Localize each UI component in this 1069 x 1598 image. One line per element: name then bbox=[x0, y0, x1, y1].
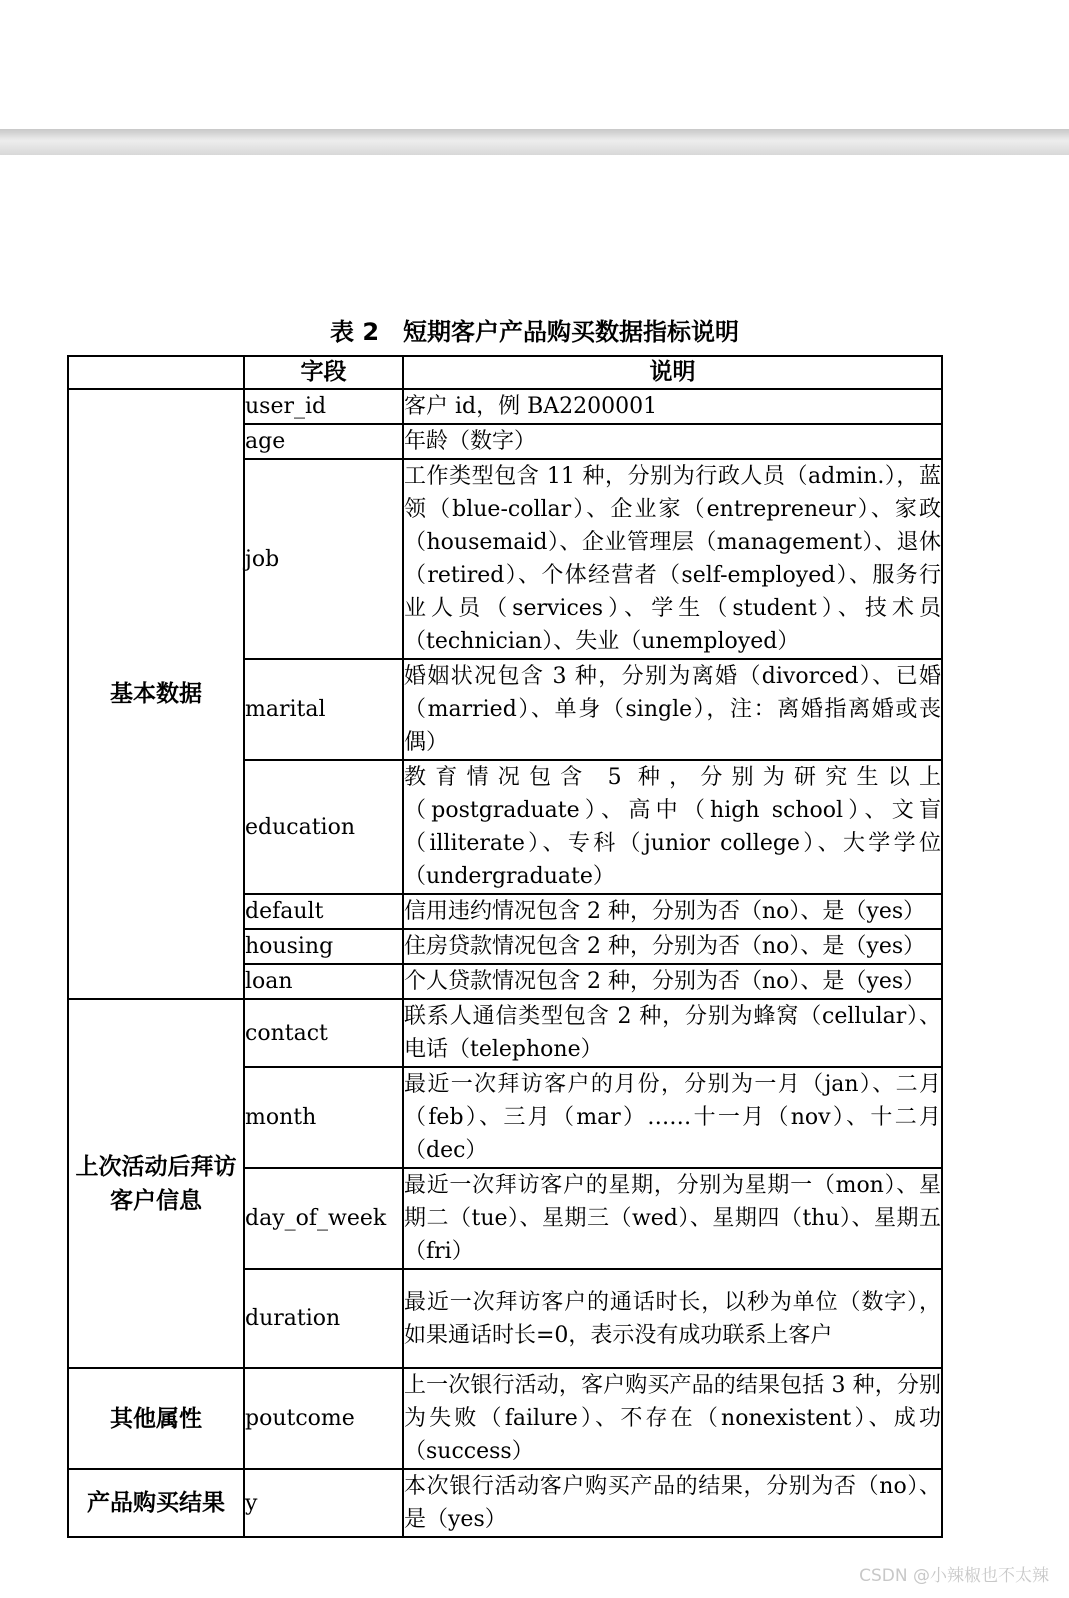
description-cell: 工作类型包含 11 种，分别为行政人员（admin.），蓝领（blue-collar）、企业家（entrepreneur）、家政（housemaid）、企业管理层（management）、退休（retired）、个体经营者（self-employed）、服务行业人员（services）、学生（student）、技术员（technician）、失业（unemployed） bbox=[403, 459, 942, 659]
description-cell: 婚姻状况包含 3 种，分别为离婚（divorced）、已婚（married）、单身（single），注：离婚指离婚或丧偶） bbox=[403, 659, 942, 760]
field-cell: month bbox=[244, 1067, 403, 1168]
header-group bbox=[68, 356, 244, 389]
field-cell: loan bbox=[244, 964, 403, 999]
watermark: CSDN @小辣椒也不太辣 bbox=[859, 1566, 1049, 1586]
table-caption bbox=[0, 312, 1069, 352]
table-row bbox=[68, 1368, 942, 1469]
description-cell: 客户 id，例 BA2200001 bbox=[403, 389, 942, 424]
field-cell: y bbox=[244, 1469, 403, 1537]
group-last-visit: 上次活动后拜访客户信息 bbox=[68, 999, 244, 1368]
table-number: 表 2 bbox=[329, 318, 380, 346]
group-result: 产品购买结果 bbox=[68, 1469, 244, 1537]
description-cell: 教育情况包含 5 种，分别为研究生以上（postgraduate）、高中（high school）、文盲（illiterate）、专科（junior college）、大学学位（undergraduate） bbox=[403, 760, 942, 894]
description-cell: 最近一次拜访客户的通话时长，以秒为单位（数字），如果通话时长=0，表示没有成功联系上客户 bbox=[403, 1269, 942, 1368]
field-cell: job bbox=[244, 459, 403, 659]
field-cell: marital bbox=[244, 659, 403, 760]
group-other: 其他属性 bbox=[68, 1368, 244, 1469]
description-cell: 本次银行活动客户购买产品的结果，分别为否（no）、是（yes） bbox=[403, 1469, 942, 1537]
header-row bbox=[68, 356, 942, 389]
header-field: 字段 bbox=[244, 356, 403, 389]
field-cell: default bbox=[244, 894, 403, 929]
description-cell: 个人贷款情况包含 2 种，分别为否（no）、是（yes） bbox=[403, 964, 942, 999]
field-cell: user_id bbox=[244, 389, 403, 424]
description-cell: 最近一次拜访客户的星期，分别为星期一（mon）、星期二（tue）、星期三（wed）、星期四（thu）、星期五（fri） bbox=[403, 1168, 942, 1269]
field-cell: poutcome bbox=[244, 1368, 403, 1469]
table-title: 短期客户产品购买数据指标说明 bbox=[403, 318, 740, 346]
field-cell: education bbox=[244, 760, 403, 894]
table-row bbox=[68, 1469, 942, 1537]
description-cell: 年龄（数字） bbox=[403, 424, 942, 459]
indicator-table bbox=[67, 355, 943, 1538]
description-cell: 上一次银行活动，客户购买产品的结果包括 3 种，分别为失败（failure）、不存在（nonexistent）、成功（success） bbox=[403, 1368, 942, 1469]
field-cell: day_of_week bbox=[244, 1168, 403, 1269]
field-cell: age bbox=[244, 424, 403, 459]
description-cell: 信用违约情况包含 2 种，分别为否（no）、是（yes） bbox=[403, 894, 942, 929]
field-cell: duration bbox=[244, 1269, 403, 1368]
field-cell: contact bbox=[244, 999, 403, 1067]
description-cell: 联系人通信类型包含 2 种，分别为蜂窝（cellular）、电话（telephone） bbox=[403, 999, 942, 1067]
table-row bbox=[68, 389, 942, 424]
header-description: 说明 bbox=[403, 356, 942, 389]
description-cell: 最近一次拜访客户的月份，分别为一月（jan）、二月（feb）、三月（mar）……十一月（nov）、十二月（dec） bbox=[403, 1067, 942, 1168]
description-cell: 住房贷款情况包含 2 种，分别为否（no）、是（yes） bbox=[403, 929, 942, 964]
group-basic: 基本数据 bbox=[68, 389, 244, 999]
viewer-toolbar-band bbox=[0, 129, 1069, 155]
table-row bbox=[68, 999, 942, 1067]
field-cell: housing bbox=[244, 929, 403, 964]
